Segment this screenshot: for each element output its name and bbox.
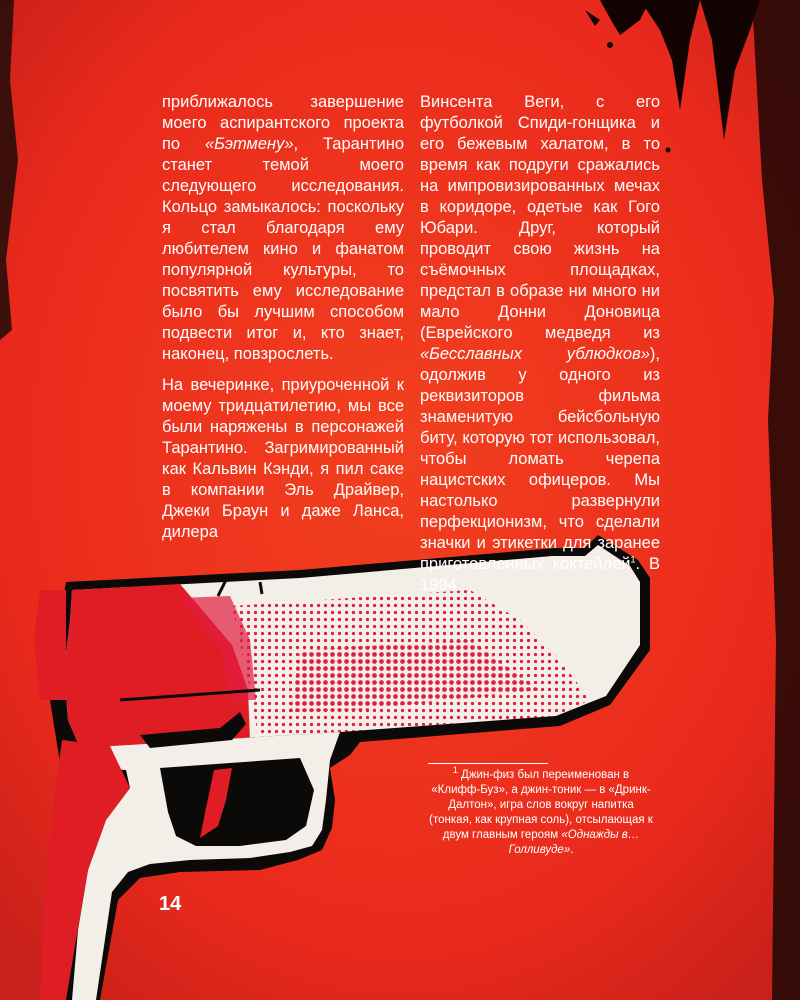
left-p1-italic: «Бэтмену» xyxy=(204,135,294,153)
footnote-text-a: Джин-физ был переименован в «Клифф-Буз», а джин-тоник — в «Дринк-Далтон», игра слов вокруг напитка (тонкая, как крупная соль), отсылающая к двум главным героям xyxy=(429,769,653,841)
footnote xyxy=(428,765,654,858)
text-column-left xyxy=(162,92,404,553)
right-paragraph-1 xyxy=(420,92,660,596)
left-p1-text-a: приближалось завершение моего аспирантского проекта по xyxy=(162,93,404,153)
right-p1-text-c: . В 1994 xyxy=(420,555,660,594)
text-column-right xyxy=(420,92,660,606)
page-number: 14 xyxy=(159,893,182,915)
right-p1-text-a: Винсента Веги, с его футболкой Спиди-гонщика и его бежевым халатом, в то время как подруги сражались на импровизированных мечах в коридоре, одетые как Гого Юбари. Друг, который проводит свою жизнь на съёмочных площадках, предстал в образе ни много ни мало Донни Доновица (Еврейского медведя из xyxy=(420,93,660,342)
footnote-italic: «Однажды в… Голливуде» xyxy=(508,829,640,856)
footnote-reference: 1 xyxy=(630,554,636,565)
right-p1-italic: «Бесславных ублюдков» xyxy=(420,345,650,363)
left-p1-text-b: , Тарантино станет темой моего следующего исследования. Кольцо замыкалось: поскольку я стал благодаря ему любителем кино и фанатом популярной культуры, то посвятить ему исследование было бы лучшим способом подвести итог и, кто знает, наконец, повзрослеть. xyxy=(162,135,404,363)
footnote-marker: 1 xyxy=(452,765,458,776)
footnote-text-b: . xyxy=(570,844,574,856)
left-paragraph-2: На вечеринке, приуроченной к моему тридцатилетию, мы все были наряжены в персонажей Тарантино. Загримированный как Кальвин Кэнди, я пил саке в компании Эль Драйвер, Джеки Браун и даже Ланса, дилера xyxy=(162,376,404,541)
right-p1-text-b: ), одолжив у одного из реквизиторов фильма знаменитую бейсбольную биту, которую тот использовал, чтобы ломать черепа нацистских офицеров. Мы настолько развернули перфекционизм, что сделали значки и этикетки для заранее приготовленных коктейлей xyxy=(420,345,660,573)
footnote-divider xyxy=(428,763,548,764)
left-paragraph-1 xyxy=(162,92,404,365)
